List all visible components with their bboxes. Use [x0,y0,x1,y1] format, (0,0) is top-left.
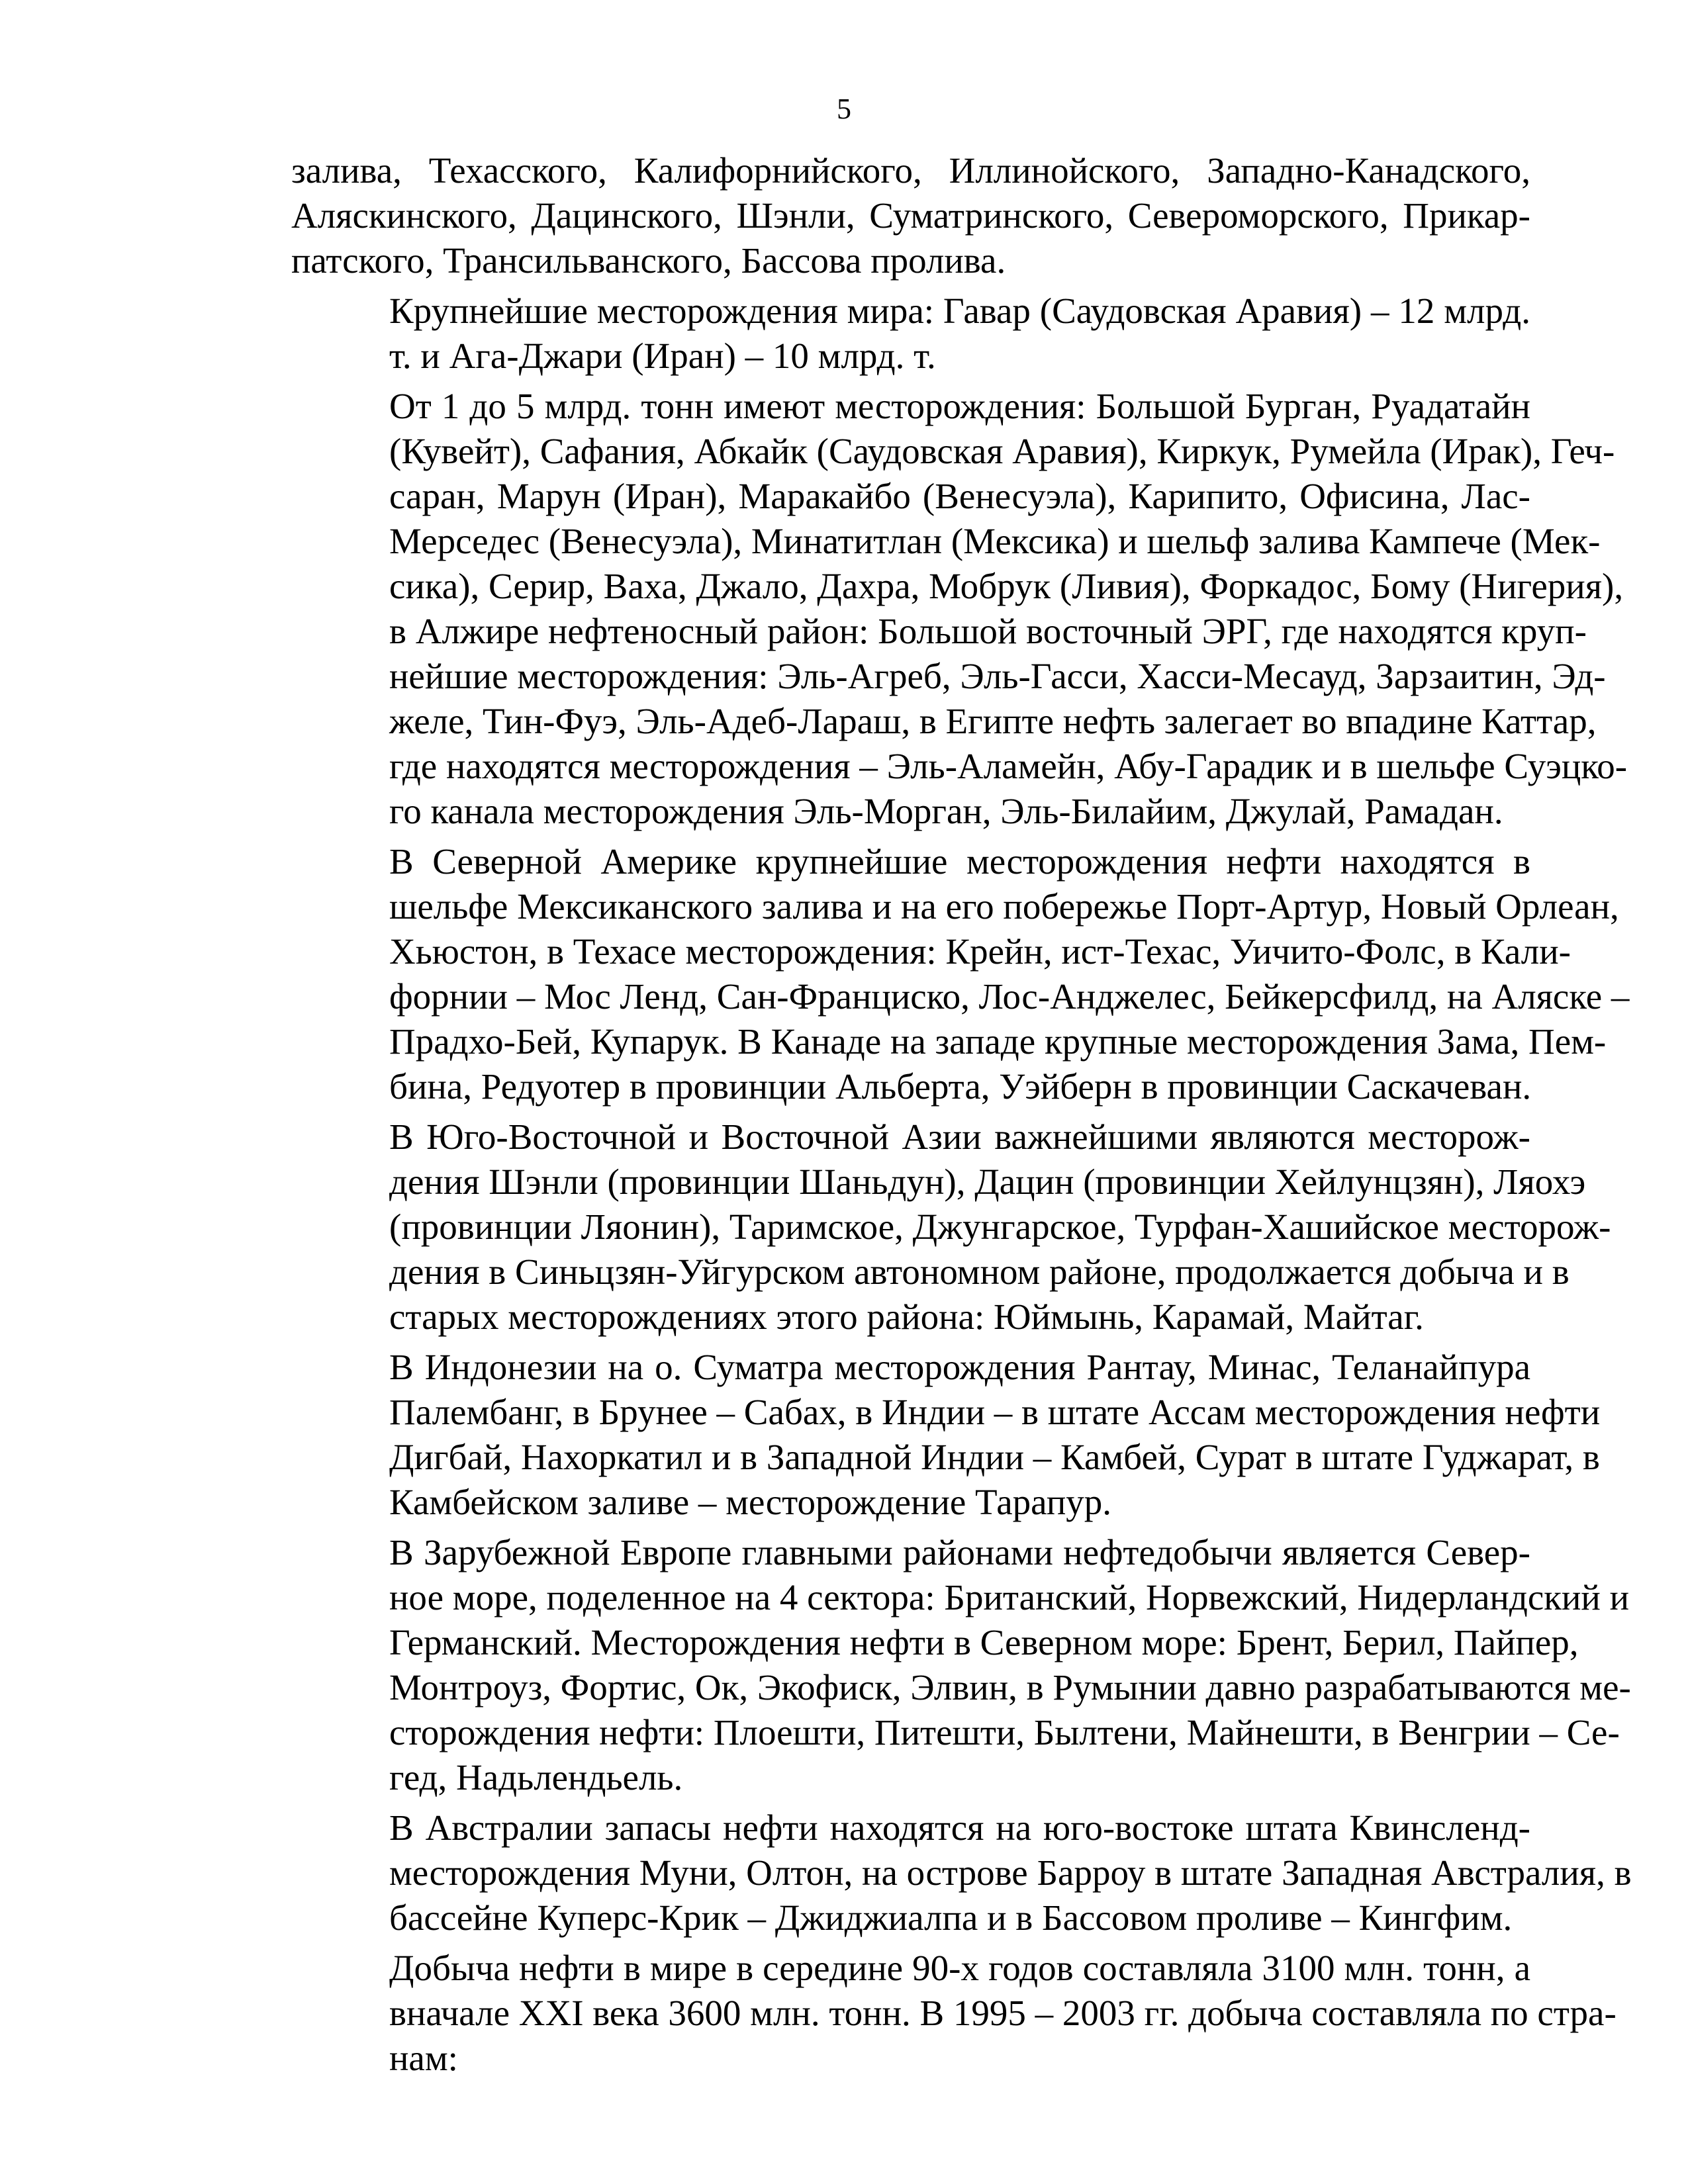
text-line: где находятся месторождения – Эль-Аламейн, Абу-Гарадик и в шельфе Суэцко- [389,746,1628,786]
text-line: сика), Серир, Ваха, Джало, Дахра, Мобрук (Ливия), Форкадос, Бому (Нигерия), [389,566,1624,606]
text-line: Мерседес (Венесуэла), Минатитлан (Мексика) и шельф залива Кампече (Мек- [389,521,1601,561]
text-line: саран, Марун (Иран), Маракайбо (Венесуэла), Карипито, Офисина, Лас- [389,476,1530,516]
text-line: Дигбай, Нахоркатил и в Западной Индии – Камбей, Сурат в штате Гуджарат, в [389,1437,1600,1477]
text-line: Палембанг, в Брунее – Сабах, в Индии – в штате Ассам месторождения нефти [389,1392,1601,1432]
text-line: шельфе Мексиканского залива и на его побережье Порт-Артур, Новый Орлеан, [389,886,1619,927]
text-line: го канала месторождения Эль-Морган, Эль-Билайим, Джулай, Рамадан. [389,791,1503,831]
paragraph [291,148,1530,283]
text-line: Аляскинского, Дацинского, Шэнли, Суматринского, Североморского, Прикар- [291,195,1530,236]
text-line: ное море, поделенное на 4 сектора: Британский, Норвежский, Нидерландский и [389,1577,1630,1617]
paragraph [291,1530,1631,1800]
text-line: дения в Синьцзян-Уйгурском автономном районе, продолжается добыча и в [389,1251,1570,1292]
text-line: Хьюстон, в Техасе месторождения: Крейн, ист-Техас, Уичито-Фолс, в Кали- [389,931,1571,972]
text-line: От 1 до 5 млрд. тонн имеют месторождения: Большой Бурган, Руадатайн [389,386,1530,426]
paragraph [291,839,1630,1109]
paragraph [291,1946,1617,2081]
text-line: желе, Тин-Фуэ, Эль-Адеб-Лараш, в Египте нефть залегает во впадине Каттар, [389,701,1597,741]
text-line: В Зарубежной Европе главными районами нефтедобычи является Север- [389,1532,1530,1572]
paragraph [291,1345,1601,1525]
paragraph [291,289,1530,379]
text-line: Прадхо-Бей, Купарук. В Канаде на западе крупные месторождения Зама, Пем- [389,1021,1607,1062]
page-number: 5 [837,93,851,125]
text-line: нам: [389,2038,458,2078]
text-line: в Алжире нефтеносный район: Большой восточный ЭРГ, где находятся круп- [389,611,1587,651]
body-text [291,148,1632,2086]
text-line: бассейне Куперс-Крик – Джиджиалпа и в Бассовом проливе – Кингфим. [389,1897,1513,1938]
text-line: В Индонезии на о. Суматра месторождения Рантау, Минас, Теланайпура [389,1347,1530,1387]
text-line: Крупнейшие месторождения мира: Гавар (Саудовская Аравия) – 12 млрд. [389,291,1530,331]
text-line: В Юго-Восточной и Восточной Азии важнейшими являются месторож- [389,1116,1530,1157]
paragraph [291,1805,1632,1940]
text-line: старых месторождениях этого района: Юймынь, Карамай, Майтаг. [389,1297,1424,1337]
text-line: В Северной Америке крупнейшие месторождения нефти находятся в [389,841,1530,882]
text-line: гед, Надьлендьель. [389,1757,683,1797]
text-line: т. и Ага-Джари (Иран) – 10 млрд. т. [389,336,936,376]
text-line: Монтроуз, Фортис, Ок, Экофиск, Элвин, в Румынии давно разрабатываются ме- [389,1667,1631,1707]
text-line: залива, Техасского, Калифорнийского, Иллинойского, Западно-Канадского, [291,150,1530,191]
text-line: нейшие месторождения: Эль-Агреб, Эль-Гасси, Хасси-Месауд, Зарзаитин, Эд- [389,656,1606,696]
text-line: Добыча нефти в мире в середине 90-х годов составляла 3100 млн. тонн, а [389,1948,1530,1988]
text-line: (провинции Ляонин), Таримское, Джунгарское, Турфан-Хашийское месторож- [389,1206,1611,1247]
text-line: месторождения Муни, Олтон, на острове Барроу в штате Западная Австралия, в [389,1852,1632,1893]
paragraph [291,384,1628,834]
text-line: Камбейском заливе – месторождение Тарапур. [389,1482,1112,1522]
text-line: дения Шэнли (провинции Шаньдун), Дацин (провинции Хейлунцзян), Ляохэ [389,1161,1586,1202]
text-line: сторождения нефти: Плоешти, Питешти, Былтени, Майнешти, в Венгрии – Се- [389,1712,1620,1752]
text-line: Германский. Месторождения нефти в Северном море: Брент, Берил, Пайпер, [389,1622,1579,1662]
text-line: вначале XXI века 3600 млн. тонн. В 1995 – 2003 гг. добыча составляла по стра- [389,1993,1617,2033]
text-line: патского, Трансильванского, Бассова пролива. [291,240,1006,281]
paragraph [291,1115,1611,1340]
text-line: бина, Редуотер в провинции Альберта, Уэйберн в провинции Саскачеван. [389,1066,1532,1107]
text-line: (Кувейт), Сафания, Абкайк (Саудовская Аравия), Киркук, Румейла (Ирак), Геч- [389,431,1615,471]
text-line: форнии – Мос Ленд, Сан-Франциско, Лос-Анджелес, Бейкерсфилд, на Аляске – [389,976,1630,1017]
text-line: В Австралии запасы нефти находятся на юго-востоке штата Квинсленд- [389,1807,1530,1848]
